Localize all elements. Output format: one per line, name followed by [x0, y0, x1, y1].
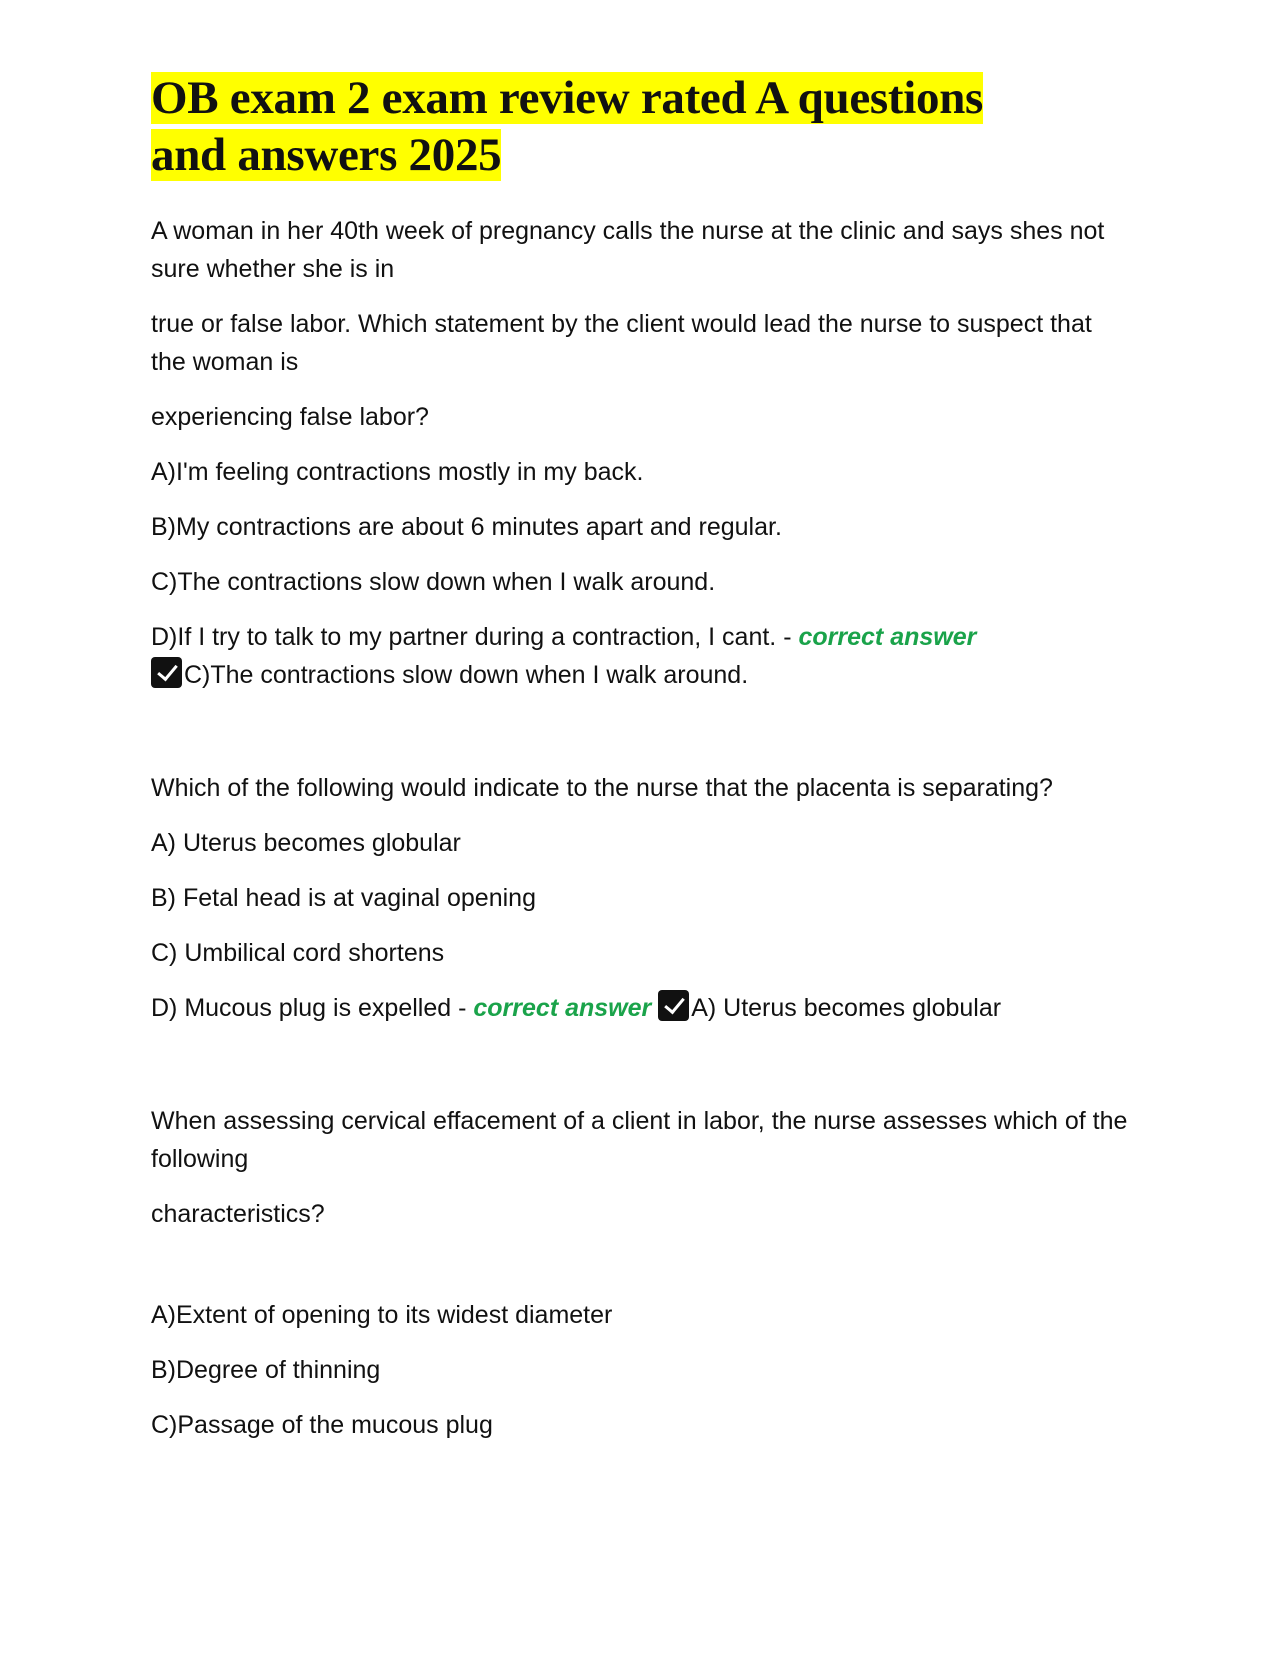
option-d: D)If I try to talk to my partner during a contraction, I cant. -: [151, 623, 799, 651]
question-3: [151, 1102, 1131, 1444]
option-d-with-answer: [151, 618, 1131, 694]
check-box-icon: [658, 990, 689, 1021]
question-stem-line: true or false labor. Which statement by the client would lead the nurse to suspect that the woman is: [151, 310, 1092, 376]
option-b: B) Fetal head is at vaginal opening: [151, 884, 536, 912]
option-b: B)Degree of thinning: [151, 1356, 381, 1384]
document-page: [151, 70, 1131, 1461]
question-stem-line: When assessing cervical effacement of a client in labor, the nurse assesses which of the following: [151, 1107, 1128, 1173]
question-2: [151, 769, 1131, 1027]
correct-answer-label: correct answer: [798, 623, 977, 651]
question-1: [151, 212, 1131, 694]
question-stem-line: experiencing false labor?: [151, 403, 429, 431]
answer-text: A) Uterus becomes globular: [691, 994, 1002, 1022]
option-b: B)My contractions are about 6 minutes apart and regular.: [151, 513, 782, 541]
question-stem-line: characteristics?: [151, 1200, 325, 1228]
title-line-2: and answers 2025: [151, 129, 502, 181]
correct-answer-label: correct answer: [473, 994, 652, 1022]
option-c: C)The contractions slow down when I walk around.: [151, 568, 716, 596]
document-title: [151, 70, 1131, 184]
title-line-1: OB exam 2 exam review rated A questions: [151, 72, 984, 124]
check-box-icon: [151, 657, 182, 688]
option-a: A) Uterus becomes globular: [151, 829, 461, 857]
question-stem-line: Which of the following would indicate to the nurse that the placenta is separating?: [151, 774, 1053, 802]
option-c: C)Passage of the mucous plug: [151, 1411, 493, 1439]
option-c: C) Umbilical cord shortens: [151, 939, 445, 967]
answer-text: C)The contractions slow down when I walk around.: [184, 661, 749, 689]
option-d: D) Mucous plug is expelled -: [151, 994, 474, 1022]
question-stem-line: A woman in her 40th week of pregnancy calls the nurse at the clinic and says shes not sure whether she is in: [151, 217, 1105, 283]
option-a: A)Extent of opening to its widest diameter: [151, 1301, 613, 1329]
option-a: A)I'm feeling contractions mostly in my back.: [151, 458, 644, 486]
option-d-with-answer: [151, 989, 1131, 1027]
